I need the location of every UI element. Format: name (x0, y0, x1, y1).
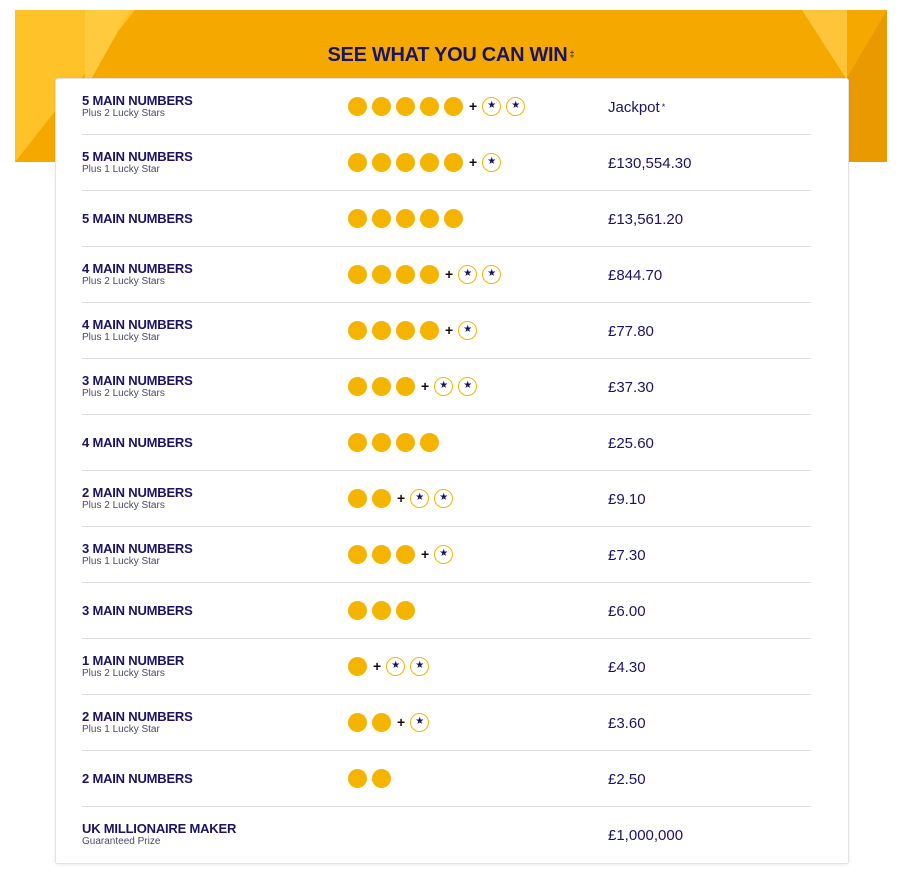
main-number-ball-icon (348, 321, 367, 340)
page-title: SEE WHAT YOU CAN WIN (327, 44, 568, 66)
prize-amount-cell (608, 415, 654, 471)
main-number-ball-icon (372, 153, 391, 172)
lucky-star-icon: ★ (386, 657, 405, 676)
lucky-star-icon: ★ (482, 153, 501, 172)
prize-row (82, 751, 811, 807)
main-number-ball-icon (372, 713, 391, 732)
main-number-ball-icon (396, 153, 415, 172)
match-title: 5 MAIN NUMBERS (82, 149, 193, 164)
prize-amount-cell (608, 751, 646, 807)
lucky-star-icon: ★ (410, 657, 429, 676)
match-title: 5 MAIN NUMBERS (82, 211, 193, 226)
main-number-ball-icon (420, 433, 439, 452)
plus-icon: + (397, 490, 406, 506)
prize-amount: £25.60 (608, 434, 654, 452)
prize-row-label (82, 135, 342, 191)
prize-row (82, 527, 811, 583)
main-number-ball-icon (396, 265, 415, 284)
main-number-ball-icon (372, 489, 391, 508)
main-number-ball-icon (420, 209, 439, 228)
main-number-ball-icon (420, 97, 439, 116)
prize-row (82, 807, 811, 863)
prize-amount: £7.30 (608, 546, 646, 564)
lucky-star-icon: ★ (482, 265, 501, 284)
prize-amount: £130,554.30 (608, 154, 692, 172)
prize-row-label (82, 415, 342, 471)
main-number-ball-icon (444, 209, 463, 228)
main-number-ball-icon (372, 209, 391, 228)
main-number-ball-icon (372, 377, 391, 396)
prize-row (82, 247, 811, 303)
main-number-ball-icon (396, 321, 415, 340)
prize-amount-cell (608, 527, 646, 583)
prize-amount-cell (608, 695, 646, 751)
match-icons (348, 96, 530, 116)
lucky-star-icon: ★ (482, 97, 501, 116)
prize-amount-cell (608, 135, 691, 191)
prize-amount: £6.00 (608, 602, 646, 620)
main-number-ball-icon (372, 265, 391, 284)
prize-amount: £37.30 (608, 378, 654, 396)
match-subtitle: Plus 2 Lucky Stars (82, 668, 165, 679)
match-title: 3 MAIN NUMBERS (82, 541, 193, 556)
prize-row-label (82, 191, 342, 247)
lucky-star-icon: ★ (458, 321, 477, 340)
prize-amount-cell (608, 639, 646, 695)
prize-amount: £9.10 (608, 490, 646, 508)
main-number-ball-icon (348, 489, 367, 508)
lucky-star-icon: ★ (434, 377, 453, 396)
main-number-ball-icon (444, 153, 463, 172)
prize-amount-cell (608, 583, 646, 639)
main-number-ball-icon (348, 97, 367, 116)
prize-row-label (82, 247, 342, 303)
prize-amount-cell (608, 79, 665, 135)
prize-row (82, 639, 811, 695)
match-subtitle: Plus 1 Lucky Star (82, 724, 160, 735)
prize-amount-cell (608, 807, 683, 863)
match-title: 3 MAIN NUMBERS (82, 603, 193, 618)
plus-icon: + (469, 154, 478, 170)
main-number-ball-icon (348, 657, 367, 676)
lucky-star-icon: ★ (434, 489, 453, 508)
prize-row (82, 191, 811, 247)
main-number-ball-icon (372, 97, 391, 116)
main-number-ball-icon (372, 545, 391, 564)
match-title: 5 MAIN NUMBERS (82, 93, 193, 108)
match-icons (348, 712, 434, 732)
match-subtitle: Guaranteed Prize (82, 836, 161, 847)
prize-amount: £13,561.20 (608, 210, 684, 228)
prize-amount: £2.50 (608, 770, 646, 788)
prize-row-label (82, 695, 342, 751)
main-number-ball-icon (348, 713, 367, 732)
main-number-ball-icon (372, 321, 391, 340)
main-number-ball-icon (372, 769, 391, 788)
match-subtitle: Plus 2 Lucky Stars (82, 388, 165, 399)
match-title: UK MILLIONAIRE MAKER (82, 821, 237, 836)
match-icons (348, 208, 468, 228)
match-icons (348, 152, 506, 172)
match-title: 2 MAIN NUMBERS (82, 709, 193, 724)
match-icons (348, 768, 396, 788)
prize-row-label (82, 807, 342, 863)
prize-table (55, 78, 849, 864)
match-title: 1 MAIN NUMBER (82, 653, 185, 668)
lucky-star-icon: ★ (410, 489, 429, 508)
match-title: 4 MAIN NUMBERS (82, 317, 193, 332)
main-number-ball-icon (372, 433, 391, 452)
lucky-star-icon: ★ (434, 545, 453, 564)
prize-row-label (82, 583, 342, 639)
title-footnote-mark: ‡ (569, 49, 575, 59)
prize-amount: £1,000,000 (608, 826, 684, 844)
match-title: 3 MAIN NUMBERS (82, 373, 193, 388)
prize-amount: £77.80 (608, 322, 654, 340)
lucky-star-icon: ★ (410, 713, 429, 732)
plus-icon: + (373, 658, 382, 674)
main-number-ball-icon (396, 545, 415, 564)
match-subtitle: Plus 1 Lucky Star (82, 556, 160, 567)
main-number-ball-icon (396, 601, 415, 620)
main-number-ball-icon (348, 377, 367, 396)
prize-row (82, 695, 811, 751)
main-number-ball-icon (348, 601, 367, 620)
prize-row (82, 303, 811, 359)
match-subtitle: Plus 1 Lucky Star (82, 332, 160, 343)
match-title: 4 MAIN NUMBERS (82, 261, 193, 276)
match-icons (348, 320, 482, 340)
prize-amount-cell (608, 471, 646, 527)
main-number-ball-icon (444, 97, 463, 116)
plus-icon: + (469, 98, 478, 114)
main-number-ball-icon (396, 97, 415, 116)
plus-icon: + (445, 322, 454, 338)
prize-row (82, 471, 811, 527)
main-number-ball-icon (348, 545, 367, 564)
prize-row (82, 135, 811, 191)
main-number-ball-icon (420, 265, 439, 284)
match-icons (348, 656, 434, 676)
main-number-ball-icon (396, 209, 415, 228)
plus-icon: + (421, 546, 430, 562)
prize-row-label (82, 471, 342, 527)
prize-row-label (82, 527, 342, 583)
lucky-star-icon: ★ (458, 377, 477, 396)
prize-amount-cell (608, 359, 654, 415)
main-number-ball-icon (348, 769, 367, 788)
match-icons (348, 488, 458, 508)
prize-row-label (82, 639, 342, 695)
match-icons (348, 432, 444, 452)
prize-row (82, 79, 811, 135)
prize-row (82, 583, 811, 639)
lucky-star-icon: ★ (458, 265, 477, 284)
prize-row-label (82, 751, 342, 807)
main-number-ball-icon (396, 377, 415, 396)
prize-amount: £3.60 (608, 714, 646, 732)
match-title: 4 MAIN NUMBERS (82, 435, 193, 450)
match-icons (348, 376, 482, 396)
prize-footnote-mark: * (661, 102, 666, 112)
match-title: 2 MAIN NUMBERS (82, 485, 193, 500)
prize-row (82, 359, 811, 415)
main-number-ball-icon (348, 265, 367, 284)
prize-amount: £4.30 (608, 658, 646, 676)
match-icons (348, 600, 420, 620)
plus-icon: + (421, 378, 430, 394)
plus-icon: + (445, 266, 454, 282)
main-number-ball-icon (348, 433, 367, 452)
prize-amount: £844.70 (608, 266, 663, 284)
match-icons (348, 264, 506, 284)
match-title: 2 MAIN NUMBERS (82, 771, 193, 786)
main-number-ball-icon (372, 601, 391, 620)
prize-amount: Jackpot (608, 98, 660, 116)
main-number-ball-icon (348, 153, 367, 172)
match-subtitle: Plus 2 Lucky Stars (82, 108, 165, 119)
plus-icon: + (397, 714, 406, 730)
prize-amount-cell (608, 247, 662, 303)
prize-row-label (82, 359, 342, 415)
prize-amount-cell (608, 191, 683, 247)
prize-row (82, 415, 811, 471)
lucky-star-icon: ★ (506, 97, 525, 116)
prize-row-label (82, 79, 342, 135)
match-icons (348, 544, 458, 564)
main-number-ball-icon (348, 209, 367, 228)
prize-row-label (82, 303, 342, 359)
prize-amount-cell (608, 303, 654, 359)
main-number-ball-icon (420, 153, 439, 172)
match-subtitle: Plus 2 Lucky Stars (82, 276, 165, 287)
main-number-ball-icon (396, 433, 415, 452)
title-wrap (15, 44, 887, 67)
main-number-ball-icon (420, 321, 439, 340)
match-subtitle: Plus 2 Lucky Stars (82, 500, 165, 511)
match-subtitle: Plus 1 Lucky Star (82, 164, 160, 175)
